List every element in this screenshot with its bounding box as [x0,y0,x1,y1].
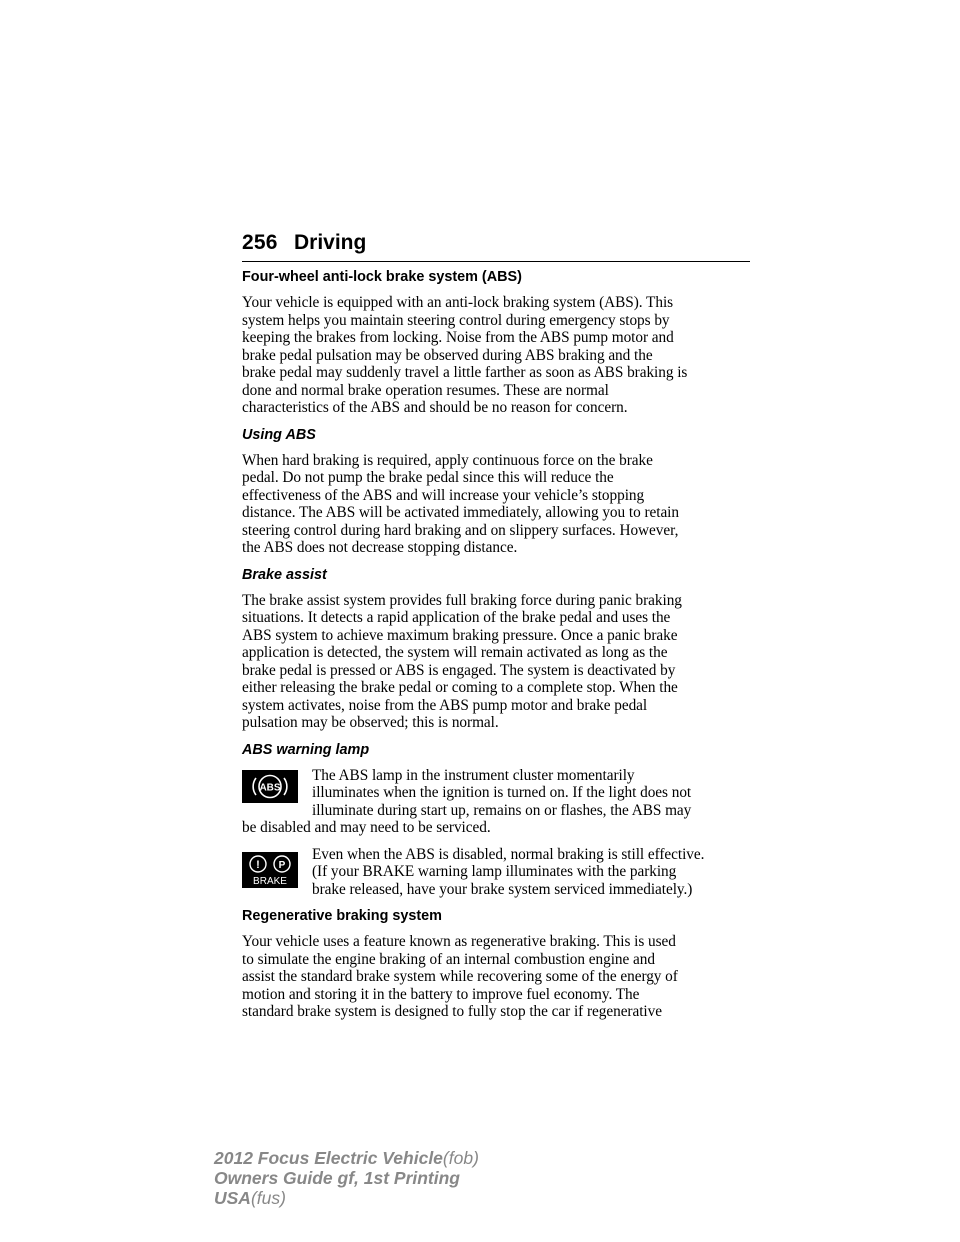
section-title: Driving [294,231,367,254]
using-abs-paragraph: When hard braking is required, apply continuous force on the brake pedal. Do not pump the brake pedal since this will reduce the effectiveness of the ABS and will increase your vehicle’s stopping distance. The ABS will be activated immediately, allowing you to retain steering control during hard braking and on slippery surfaces. However, the ABS does not decrease stopping distance. [242,451,679,556]
footer-line-3: USA(fus) [214,1188,286,1208]
abs-icon-label: ABS [259,782,281,793]
abs-warning-icon [242,770,298,803]
page-content [242,268,754,1021]
brake-icon-excl: ! [256,858,260,871]
brake-icon-p: P [278,859,286,871]
page-header [242,226,750,262]
brake-lamp-block [242,846,754,899]
using-abs-heading: Using ABS [242,426,316,443]
page-number: 256 [242,231,278,254]
brake-assist-heading: Brake assist [242,566,327,583]
brake-icon-label: BRAKE [253,875,287,887]
footer-line-1: 2012 Focus Electric Vehicle(fob) [214,1148,479,1168]
regen-braking-heading: Regenerative braking system [242,908,442,924]
abs-lamp-wrap-line: be disabled and may need to be serviced. [242,819,491,836]
abs-lamp-block [242,767,754,837]
footer-line-2: Owners Guide gf, 1st Printing [214,1168,460,1188]
brake-warning-icon [242,852,298,888]
brake-assist-paragraph: The brake assist system provides full braking force during panic braking situations. It detects a rapid application of the brake pedal and uses the ABS system to achieve maximum braking pressure. Once a panic brake application is detected, the system will remain activated as long as the brake pedal is pressed or ABS is engaged. The system is deactivated by either releasing the brake pedal or coming to a complete stop. When the system activates, noise from the ABS pump motor and brake pedal pulsation may be observed; this is normal. [242,591,682,731]
abs-heading: Four-wheel anti-lock brake system (ABS) [242,269,522,285]
abs-warning-lamp-heading: ABS warning lamp [242,741,370,758]
brake-lamp-paragraph: Even when the ABS is disabled, normal braking is still effective. (If your BRAKE warning lamp illuminates with the parking brake released, have your brake system serviced immediately.) [312,845,705,898]
abs-paragraph: Your vehicle is equipped with an anti-lock braking system (ABS). This system helps you maintain steering control during emergency stops by keeping the brakes from locking. Noise from the ABS pump motor and brake pedal pulsation may be observed during ABS braking and the brake pedal may suddenly travel a little farther as soon as ABS braking is done and normal brake operation resumes. These are normal characteristics of the ABS and should be no reason for concern. [242,294,688,416]
regen-braking-paragraph: Your vehicle uses a feature known as regenerative braking. This is used to simulate the engine braking of an internal combustion engine and assist the standard brake system while recovering some of the energy of motion and storing it in the battery to improve fuel economy. The standard brake system is designed to fully stop the car if regenerative [242,933,678,1020]
page-footer [214,1148,479,1208]
abs-lamp-paragraph: The ABS lamp in the instrument cluster momentarily illuminates when the ignition is turned on. If the light does not illuminate during start up, remains on or flashes, the ABS may [312,766,692,819]
